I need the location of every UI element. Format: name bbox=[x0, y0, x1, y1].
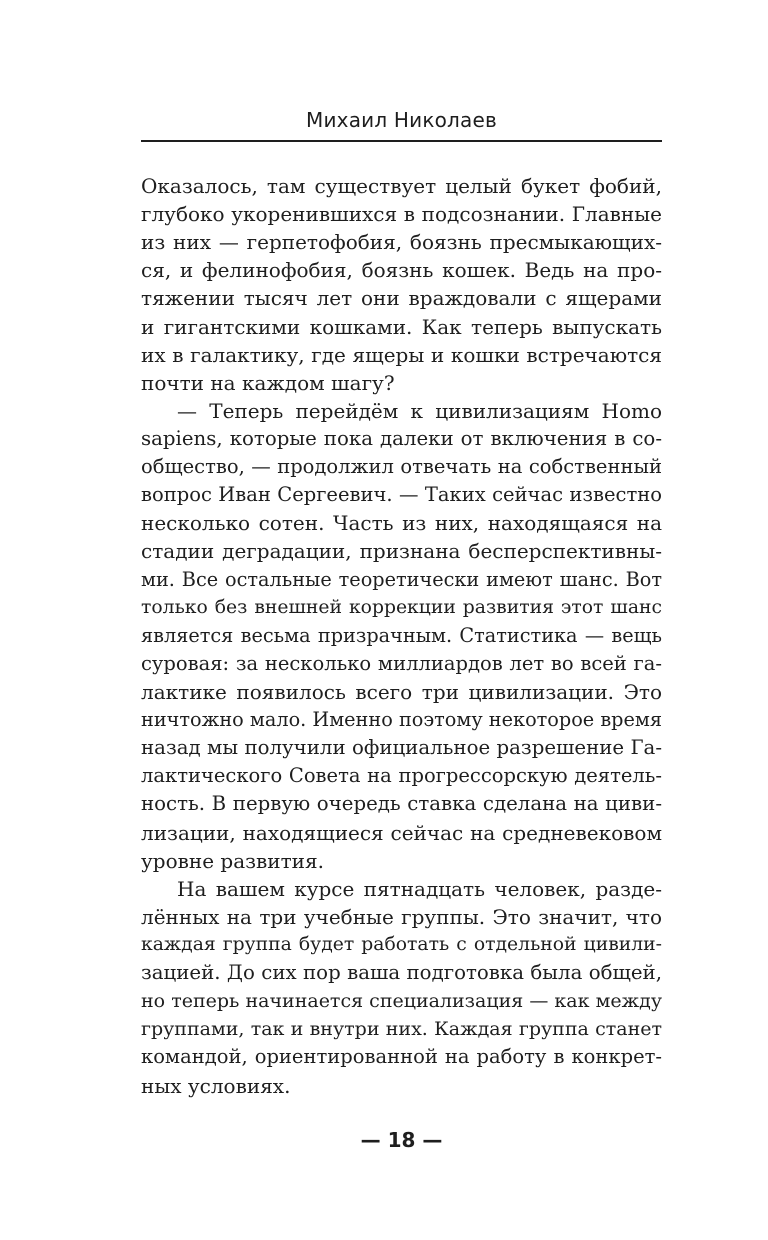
text-line-paragraph-start: На вашем курсе пятнадцать человек, разде- bbox=[177, 876, 662, 901]
text-line: но теперь начинается специализация — как между bbox=[141, 990, 662, 1013]
text-line: зацией. До сих пор ваша подготовка была общей, bbox=[141, 961, 662, 985]
text-line: Оказалось, там существует целый букет фобий, bbox=[141, 174, 662, 198]
text-line: из них — герпетофобия, боязнь пресмыкающих- bbox=[141, 230, 662, 255]
text-line-paragraph-start: — Теперь перейдём к цивилизациям Homo bbox=[177, 398, 662, 423]
text-line: стадии деградации, признана бесперспективны- bbox=[141, 539, 662, 564]
text-line: общество, — продолжил отвечать на собственный bbox=[141, 455, 662, 479]
text-line: ность. В первую очередь ставка сделана на циви- bbox=[141, 792, 662, 816]
header-rule bbox=[141, 140, 662, 142]
text-line: лактике появилось всего три цивилизации. Это bbox=[141, 679, 662, 704]
text-line: sapiens, которые пока далеки от включения в со- bbox=[141, 426, 662, 450]
text-line: лённых на три учебные группы. Это значит, что bbox=[141, 904, 662, 929]
text-line: ничтожно мало. Именно поэтому некоторое время bbox=[141, 708, 662, 732]
running-head-author: Михаил Николаев bbox=[306, 108, 497, 132]
text-line: лизации, находящиеся сейчас на средневековом bbox=[141, 820, 662, 845]
text-line: несколько сотен. Часть из них, находящаяся на bbox=[141, 511, 662, 536]
text-line: назад мы получили официальное разрешение Га- bbox=[141, 736, 662, 760]
text-line: группами, так и внутри них. Каждая группа станет bbox=[141, 1018, 662, 1041]
text-line-paragraph-end: уровне развития. bbox=[141, 848, 324, 873]
text-line: и гигантскими кошками. Как теперь выпускать bbox=[141, 314, 662, 339]
text-line: суровая: за несколько миллиардов лет во всей га- bbox=[141, 651, 662, 675]
text-line: их в галактику, где ящеры и кошки встречаются bbox=[141, 342, 662, 367]
text-line-paragraph-end: почти на каждом шагу? bbox=[141, 370, 395, 395]
page-number: — 18 — bbox=[360, 1128, 443, 1152]
text-line-paragraph-end: ных условиях. bbox=[141, 1073, 291, 1098]
page-body bbox=[141, 172, 662, 1100]
text-line: вопрос Иван Сергеевич. — Таких сейчас известно bbox=[141, 483, 662, 507]
text-line: лактического Совета на прогрессорскую деятель- bbox=[141, 764, 662, 788]
text-line: ми. Все остальные теоретически имеют шанс. Вот bbox=[141, 567, 662, 591]
text-line: тяжении тысяч лет они враждовали с ящерами bbox=[141, 286, 662, 311]
text-line: командой, ориентированной на работу в конкрет- bbox=[141, 1045, 662, 1069]
text-line: является весьма призрачным. Статистика — вещь bbox=[141, 623, 662, 647]
text-line: ся, и фелинофобия, боязнь кошек. Ведь на про- bbox=[141, 258, 662, 283]
text-line: глубоко укоренившихся в подсознании. Главные bbox=[141, 202, 662, 227]
text-line: каждая группа будет работать с отдельной цивили- bbox=[141, 933, 662, 955]
text-line: только без внешней коррекции развития этот шанс bbox=[141, 596, 662, 618]
